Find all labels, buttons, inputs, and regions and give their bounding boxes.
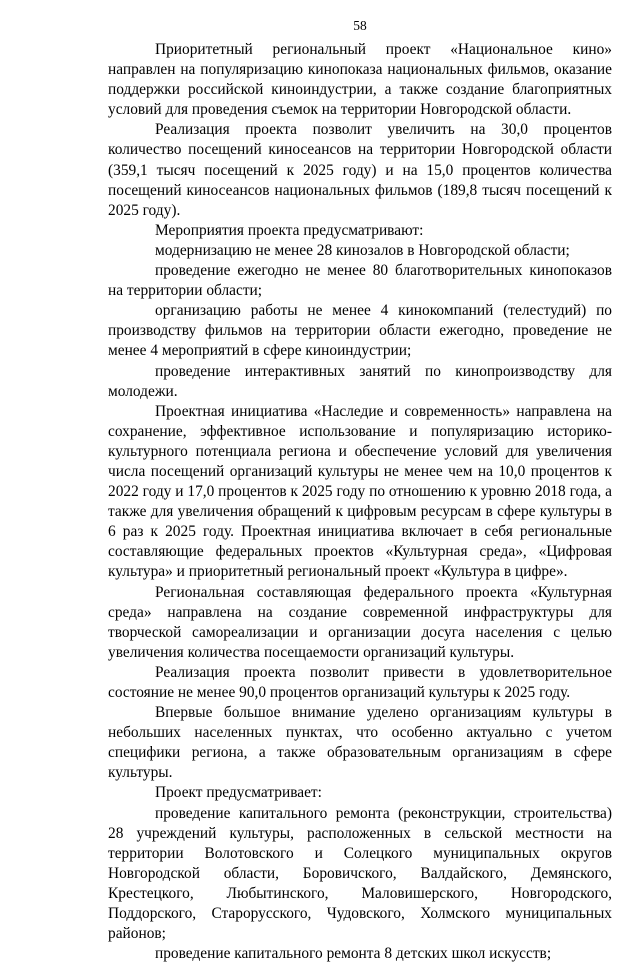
paragraph: Проектная инициатива «Наследие и современность» направлена на сохранение, эффективное использование и популяризацию историко-культурного потенциала региона и обеспечение условий для увеличения числа посещений организаций культуры не менее чем на 10,0 процентов к 2022 году и 17,0 процентов к 2025 году по отношению к уровню 2018 года, а также для увеличения обращений к цифровым ресурсам в сфере культуры в 6 раз к 2025 году. Проектная инициатива включает в себя региональные составляющие федеральных проектов «Культурная среда», «Цифровая культура» и приоритетный региональный проект «Культура в цифре».	[108, 402, 612, 581]
page-number: 58	[353, 18, 367, 33]
paragraph: Мероприятия проекта предусматривают:	[155, 221, 424, 239]
document-body	[108, 40, 612, 964]
paragraph: Впервые большое внимание уделено организациям культуры в небольших населенных пунктах, что особенно актуально с учетом специфики региона, а также образовательным организациям в сфере культуры.	[108, 704, 612, 782]
paragraph: проведение ежегодно не менее 80 благотворительных кинопоказов на территории области;	[108, 262, 612, 300]
paragraph: Реализация проекта позволит увеличить на 30,0 процентов количество посещений киносеансов на территории Новгородской области (359,1 тысяч посещений к 2025 году) и на 15,0 процентов количества посещений киносеансов национальных фильмов (189,8 тысяч посещений к 2025 году).	[108, 121, 612, 219]
paragraph: Региональная составляющая федерального проекта «Культурная среда» направлена на создание современной инфраструктуры для творческой самореализации и организации досуга населения с целью увеличения количества посещаемости организаций культуры.	[108, 583, 612, 661]
document-page	[108, 0, 612, 963]
paragraph: Проект предусматривает:	[155, 784, 322, 802]
paragraph: проведение капитального ремонта 8 детских школ искусств;	[155, 945, 552, 963]
paragraph: модернизацию не менее 28 кинозалов в Новгородской области;	[155, 241, 570, 259]
paragraph: организацию работы не менее 4 кинокомпаний (телестудий) по производству фильмов на территории области ежегодно, проведение не менее 4 мероприятий в сфере киноиндустрии;	[108, 302, 612, 360]
paragraph: Приоритетный региональный проект «Национальное кино» направлен на популяризацию кинопоказа национальных фильмов, оказание поддержки российской киноиндустрии, а также создание благоприятных условий для проведения съемок на территории Новгородской области.	[108, 41, 612, 119]
paragraph: Реализация проекта позволит привести в удовлетворительное состояние не менее 90,0 процентов организаций культуры к 2025 году.	[108, 663, 612, 701]
paragraph: проведение капитального ремонта (реконструкции, строительства) 28 учреждений культуры, расположенных в сельской местности на территории Волотовского и Солецкого муниципальных округов Новгородской области, Боровичского, Валдайского, Демянского, Крестецкого, Любытинского, Маловишерского, Новгородского, Поддорского, Старорусского, Чудовского, Холмского муниципальных районов;	[108, 804, 612, 943]
paragraph: проведение интерактивных занятий по кинопроизводству для молодежи.	[108, 362, 612, 400]
